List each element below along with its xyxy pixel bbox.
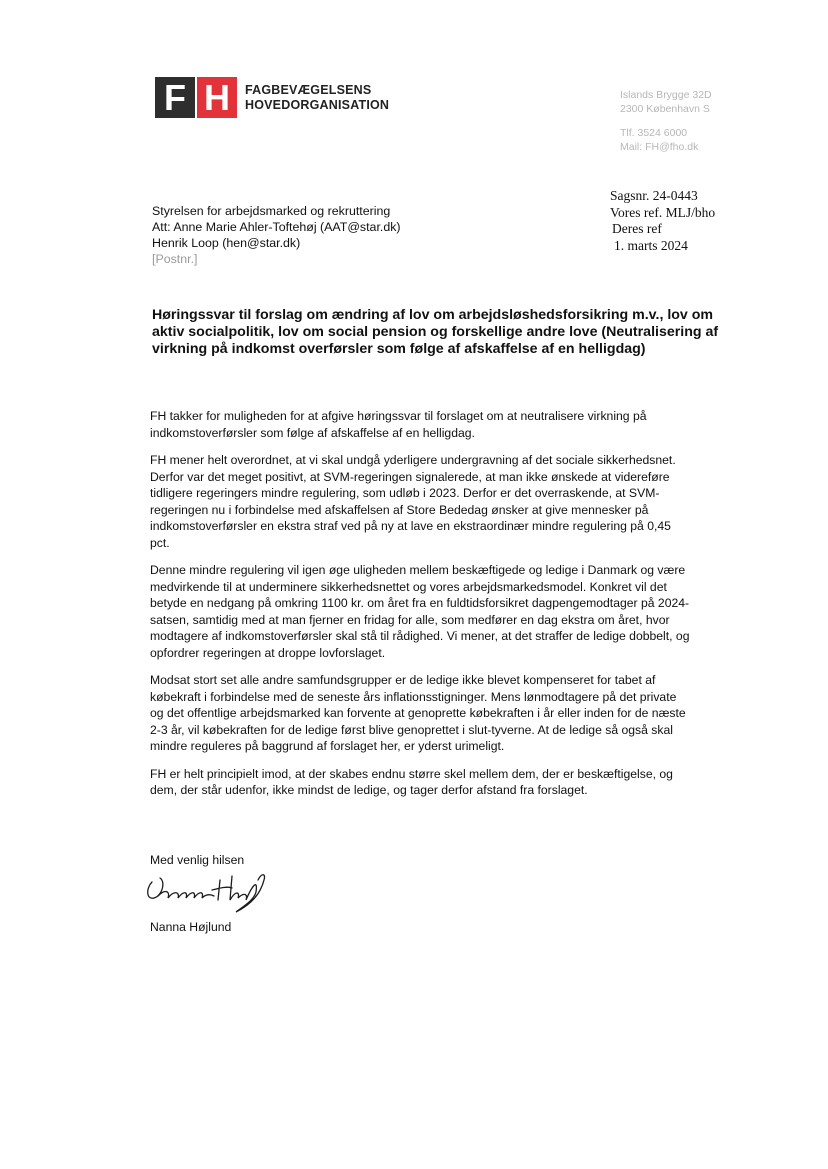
recipient-postnr: [Postnr.] — [152, 252, 198, 266]
recipient-address — [152, 203, 401, 267]
handwritten-signature — [140, 866, 280, 923]
recipient-person: Henrik Loop (hen@star.dk) — [152, 236, 301, 250]
closing-greeting: Med venlig hilsen — [150, 853, 245, 867]
sender-phone: Tlf. 3524 6000 — [620, 127, 688, 139]
letter-date: 1. marts 2024 — [614, 237, 688, 253]
sender-street: Islands Brygge 32D — [620, 89, 712, 101]
sender-address — [620, 88, 712, 154]
letter-subject: Høringssvar til forslag om ændring af lov om arbejdsløshedsforsikring m.v., lov om aktiv socialpolitik, lov om social pension og forskellige andre love (Neutralisering af virkning på indkomst overførsler som følge af afskaffelse af en helligdag) — [152, 307, 719, 357]
body-paragraph-2: FH mener helt overordnet, at vi skal undgå yderligere undergravning af det sociale sikkerhedsnet. Derfor var det meget positivt, at SVM-regeringen signalerede, at man ikke ønskede at videreføre tidligere regeringers mindre regulering, som udløb i 2023. Derfor er det overraskende, at SVM-regeringen nu i forbindelse med afskaffelsen af Store Bededag ønsker at give mennesker på indkomstoverførsler en ekstra straf ved på ny at lave en ekstraordinær mindre regulering på 0,45 pct. — [150, 453, 676, 550]
fh-logo — [155, 77, 389, 118]
logo-wordmark — [245, 83, 389, 113]
body-paragraph-5: FH er helt principielt imod, at der skabes endnu større skel mellem dem, der er beskæftigelse, og dem, der står udenfor, ikke mindst de ledige, og tager derfor afstand fra forslaget. — [150, 766, 673, 797]
our-reference: Vores ref. MLJ/bho — [610, 204, 716, 220]
reference-block — [610, 188, 715, 254]
recipient-att: Att: Anne Marie Ahler-Toftehøj (AAT@star.dk) — [152, 220, 401, 234]
your-reference: Deres ref — [612, 221, 662, 236]
sender-city: 2300 København S — [620, 103, 710, 115]
logo-letter-f: F — [155, 77, 195, 118]
logo-line-1: FAGBEVÆGELSENS — [245, 82, 372, 97]
body-paragraph-3: Denne mindre regulering vil igen øge uligheden mellem beskæftigede og ledige i Danmark og være medvirkende til at underminere sikkerhedsnettet og vores arbejdsmarkedsmodel. Konkret vil det betyde en nedgang på omkring 1100 kr. om året fra en fuldtidsforsikret dagpengemodtager på 2024-satsen, samtidig med at man fjerner en fridag for alle, som medfører en dag ekstra om året, hvor modtagere af indkomstoverførsler skal stå til rådighed. Vi mener, at det straffer de ledige dobbelt, og opfordrer regeringen at droppe lovforslaget. — [150, 563, 690, 660]
case-number: Sagsnr. 24-0443 — [610, 188, 698, 203]
logo-line-2: HOVEDORGANISATION — [245, 97, 390, 112]
letter-body — [150, 408, 690, 810]
recipient-org: Styrelsen for arbejdsmarked og rekruttering — [152, 204, 391, 218]
body-paragraph-1: FH takker for muligheden for at afgive høringssvar til forslaget om at neutralisere virkning på indkomstoverførsler som følge af afskaffelse af en helligdag. — [150, 409, 647, 440]
logo-letter-h: H — [197, 77, 237, 118]
signer-name: Nanna Højlund — [150, 920, 232, 934]
body-paragraph-4: Modsat stort set alle andre samfundsgrupper er de ledige ikke blevet kompenseret for tabet af købekraft i forbindelse med de seneste års inflationsstigninger. Mens lønmodtagere på det private og det offentlige arbejdsmarked kan forvente at genoprette købekraften i år eller inden for de næste 2-3 år, vil købekraften for de ledige først blive genoprettet i slut-tyverne. At de ledige så også skal mindre reguleres på baggrund af forslaget her, er yderst urimeligt. — [150, 673, 686, 753]
sender-mail: Mail: FH@fho.dk — [620, 141, 699, 153]
